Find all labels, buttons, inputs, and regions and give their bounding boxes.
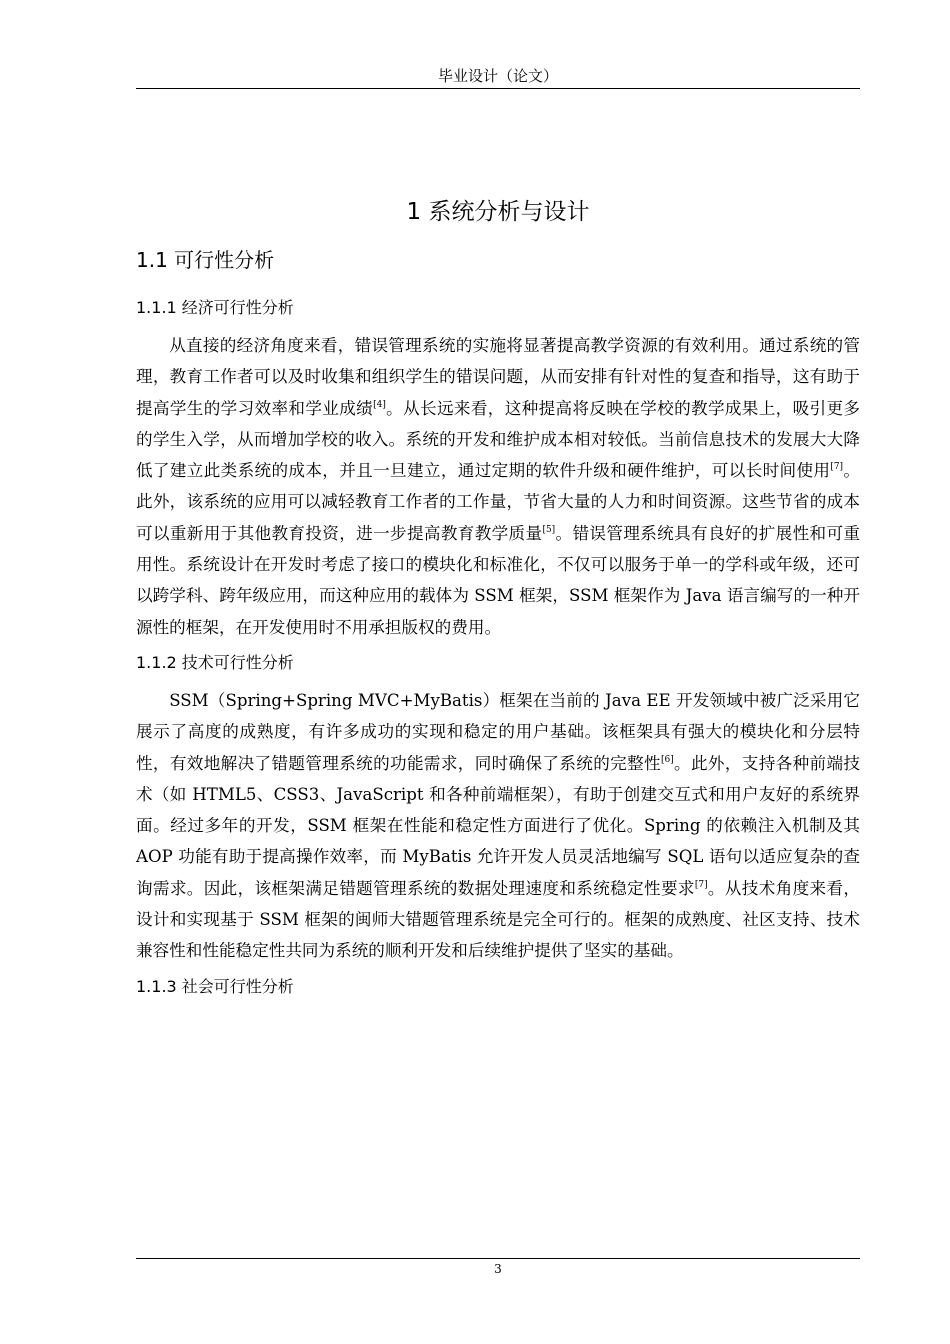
citation: [4] [373, 399, 386, 410]
paragraph-text: 。错误管理系统具有良好的扩展性和可重用性。系统设计在开发时考虑了接口的模块化和标准化，不仅可以服务于单一的学科或年级，还可以跨学科、跨年级应用，而这种应用的载体为 SSM 框架，SSM 框架作为 Java 语言编写的一种开源性的框架，在开发使用时不用承担版权的费用。 [136, 523, 861, 637]
paragraph-text: 。从长远来看，这种提高将反映在学校的教学成果上，吸引更多的学生入学，从而增加学校的收入。系统的开发和维护成本相对较低。当前信息技术的发展大大降低了建立此类系统的成本，并且一旦建立，通过定期的软件升级和硬件维护，可以长时间使用 [136, 398, 861, 481]
citation: [6] [660, 754, 674, 765]
paragraph-text: 。此外，支持各种前端技术（如 HTML5、CSS3、JavaScript 和各种前端框架），有助于创建交互式和用户友好的系统界面。经过多年的开发，SSM 框架在性能和稳定性方面进行了优化。Spring 的依赖注入机制及其 AOP 功能有助于提高操作效率，而 MyBatis 允许开发人员灵活地编写 SQL 语句以适应复杂的查询需求。因此，该框架满足错题管理系统的数据处理速度和系统稳定性要求 [136, 753, 860, 898]
citation: [5] [542, 524, 556, 535]
page-content [136, 190, 860, 1009]
chapter-title: 1 系统分析与设计 [406, 199, 590, 225]
paragraph-text: 。从技术角度来看，设计和实现基于 SSM 框架的闽师大错题管理系统是完全可行的。框架的成熟度、社区支持、技术兼容性和性能稳定性共同为系统的顺利开发和后续维护提供了坚实的基础。 [136, 878, 861, 961]
subsection-title-social: 1.1.3 社会可行性分析 [136, 976, 294, 996]
footer-rule [136, 1258, 860, 1259]
page-number: 3 [494, 1262, 502, 1276]
running-header: 毕业设计（论文） [437, 67, 558, 85]
citation: [7] [694, 879, 708, 890]
subsection-title-economic: 1.1.1 经济可行性分析 [136, 298, 294, 317]
paragraph-economic [136, 330, 860, 643]
paragraph-technical [136, 685, 860, 967]
subsection-title-technical: 1.1.2 技术可行性分析 [136, 652, 294, 672]
paragraph-text: SSM（Spring+Spring MVC+MyBatis）框架在当前的 Java EE 开发领域中被广泛采用它展示了高度的成熟度，有许多成功的实现和稳定的用户基础。该框架具有强大的模块化和分层特性，有效地解决了错题管理系统的功能需求，同时确保了系统的完整性 [136, 690, 860, 773]
citation: [7] [830, 462, 844, 473]
section-title: 1.1 可行性分析 [136, 248, 275, 272]
header-rule [136, 88, 860, 89]
paragraph-text: 从直接的经济角度来看，错误管理系统的实施将显著提高教学资源的有效利用。通过系统的管理，教育工作者可以及时收集和组织学生的错误问题，从而安排有针对性的复查和指导，这有助于提高学生的学习效率和学业成绩 [136, 336, 860, 418]
paragraph-text: 。此外，该系统的应用可以减轻教育工作者的工作量，节省大量的人力和时间资源。这些节省的成本可以重新用于其他教育投资，进一步提高教育教学质量 [136, 461, 860, 543]
